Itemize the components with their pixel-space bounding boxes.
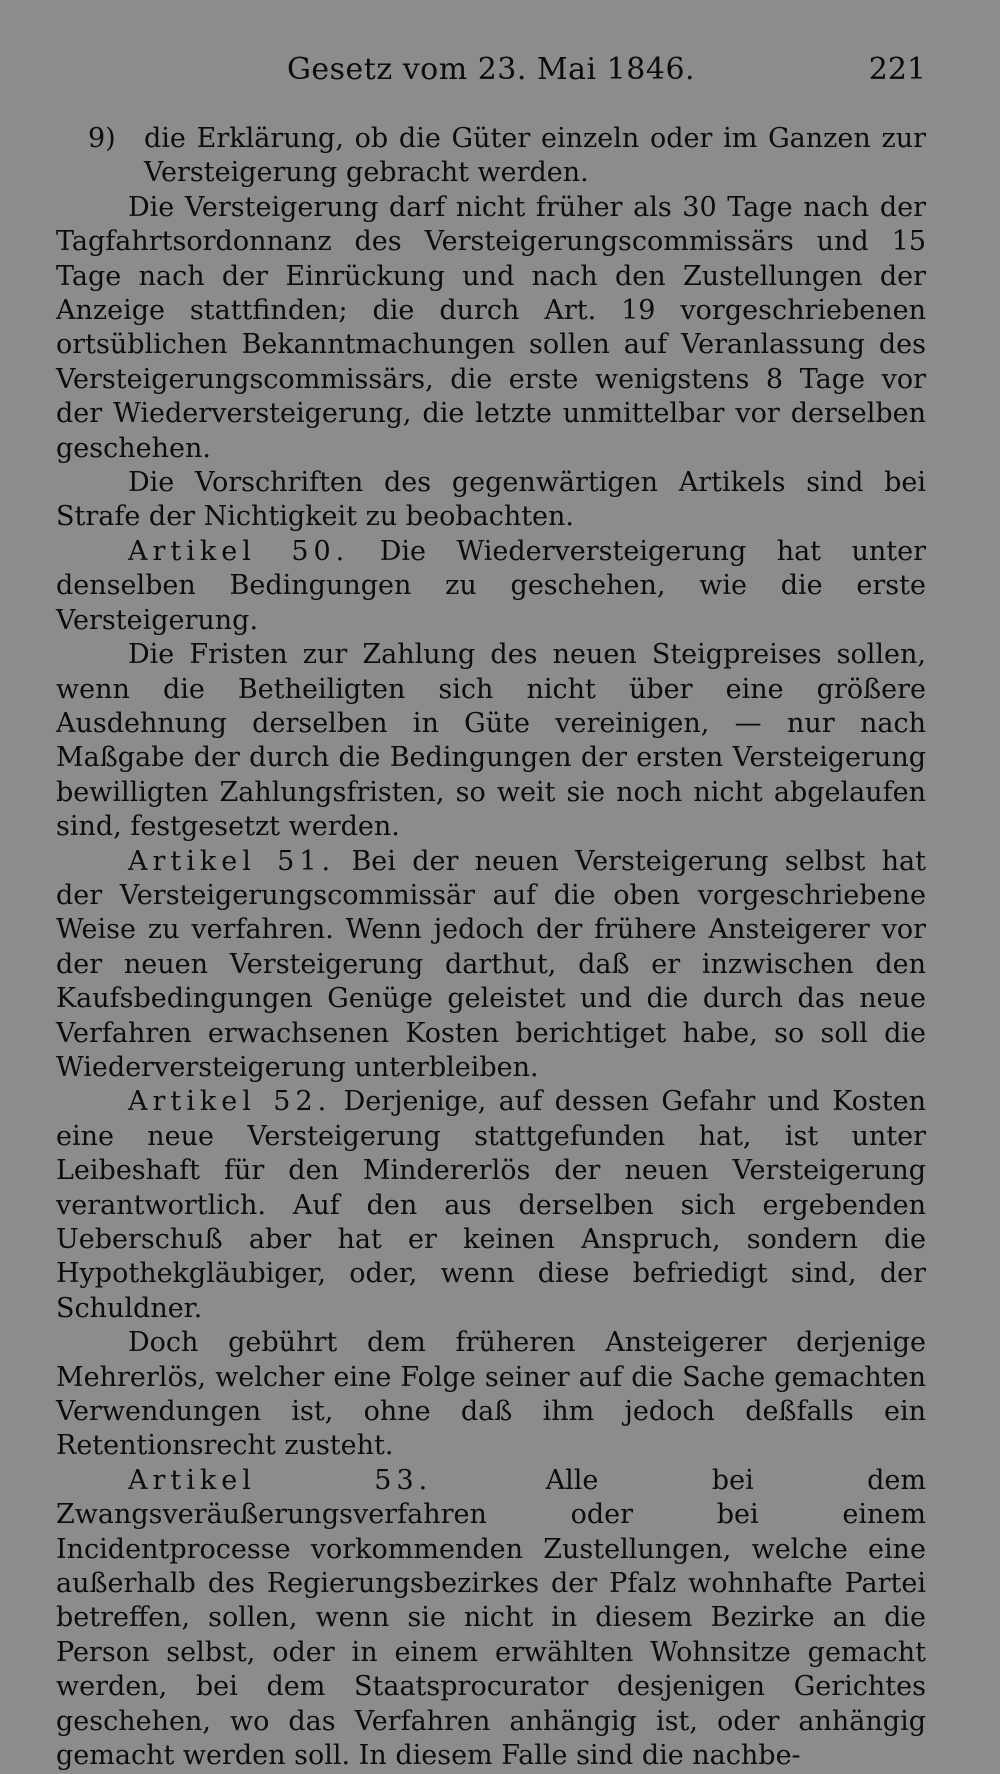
article-51-label: Artikel 51.: [128, 845, 336, 877]
body-text: [56, 122, 926, 1774]
enum-text: die Erklärung, ob die Güter einzeln oder im Ganzen zur Versteigerung gebracht werden.: [144, 123, 926, 189]
running-header: [56, 52, 926, 92]
article-50: [56, 535, 926, 638]
running-title: Gesetz vom 23. Mai 1846.: [286, 52, 696, 87]
article-53: [56, 1464, 926, 1774]
page-number: 221: [868, 52, 926, 87]
paragraph-deadlines: Die Versteigerung darf nicht früher als 30 Tage nach der Tagfahrtsordonnanz des Versteigerungscommissärs und 15 Tage nach der Einrückung und nach den Zustellungen der Anzeige stattfinden; die durch Art. 19 vorgeschriebenen ortsüblichen Bekanntmachungen sollen auf Veranlassung des Versteigerungscommissärs, die erste wenigstens 8 Tage vor der Wiederversteigerung, die letzte unmittelbar vor derselben geschehen.: [56, 191, 926, 464]
article-52-label: Artikel 52.: [128, 1086, 332, 1118]
article-50-label: Artikel 50.: [128, 535, 350, 567]
article-51: [56, 845, 926, 1086]
paragraph-surplus: Doch gebührt dem früheren Ansteigerer derjenige Mehrerlös, welcher eine Folge seiner auf die Sache gemachten Verwendungen ist, ohne daß ihm jedoch deßfalls ein Retentionsrecht zusteht.: [56, 1327, 926, 1462]
enum-label: 9): [88, 123, 116, 154]
paragraph-payment-terms: Die Fristen zur Zahlung des neuen Steigpreises sollen, wenn die Betheiligten sich nicht über eine größere Ausdehnung derselben in Güte vereinigen, — nur nach Maßgabe der durch die Bedingungen der ersten Versteigerung bewilligten Zahlungsfristen, so weit sie noch nicht abgelaufen sind, festgesetzt werden.: [56, 639, 926, 843]
paragraph-nullity: Die Vorschriften des gegenwärtigen Artikels sind bei Strafe der Nichtigkeit zu beobachten.: [56, 467, 926, 533]
article-53-text: Alle bei dem Zwangsveräußerungsverfahren oder bei einem Incidentprocesse vorkommenden Zustellungen, welche eine außerhalb des Regierungsbezirkes der Pfalz wohnhafte Partei betreffen, sollen, wenn sie nicht in diesem Bezirke an die Person selbst, oder in einem erwählten Wohnsitze gemacht werden, bei dem Staatsprocurator desjenigen Gerichtes geschehen, wo das Verfahren anhängig ist, oder anhängig gemacht werden soll. In diesem Falle sind die nachbe-: [56, 1464, 926, 1772]
article-53-label: Artikel 53.: [128, 1464, 433, 1496]
article-52-text: Derjenige, auf dessen Gefahr und Kosten eine neue Versteigerung stattgefunden hat, ist unter Leibeshaft für den Mindererlös der neuen Versteigerung verantwortlich. Auf den aus derselben sich ergebenden Ueberschuß aber hat er keinen Anspruch, sondern die Hypothekgläubiger, oder, wenn diese befriedigt sind, der Schuldner.: [56, 1086, 926, 1324]
article-50-text: Die Wiederversteigerung hat unter denselben Bedingungen zu geschehen, wie die erste Versteigerung.: [56, 535, 927, 636]
enumerated-item-9: [56, 122, 926, 191]
article-52: [56, 1085, 926, 1326]
article-51-text: Bei der neuen Versteigerung selbst hat der Versteigerungscommissär auf die oben vorgeschriebene Weise zu verfahren. Wenn jedoch der frühere Ansteigerer vor der neuen Versteigerung darthut, daß er inzwischen den Kaufsbedingungen Genüge geleistet und die durch das neue Verfahren erwachsenen Kosten berichtiget habe, so soll die Wiederversteigerung unterbleiben.: [56, 845, 926, 1083]
